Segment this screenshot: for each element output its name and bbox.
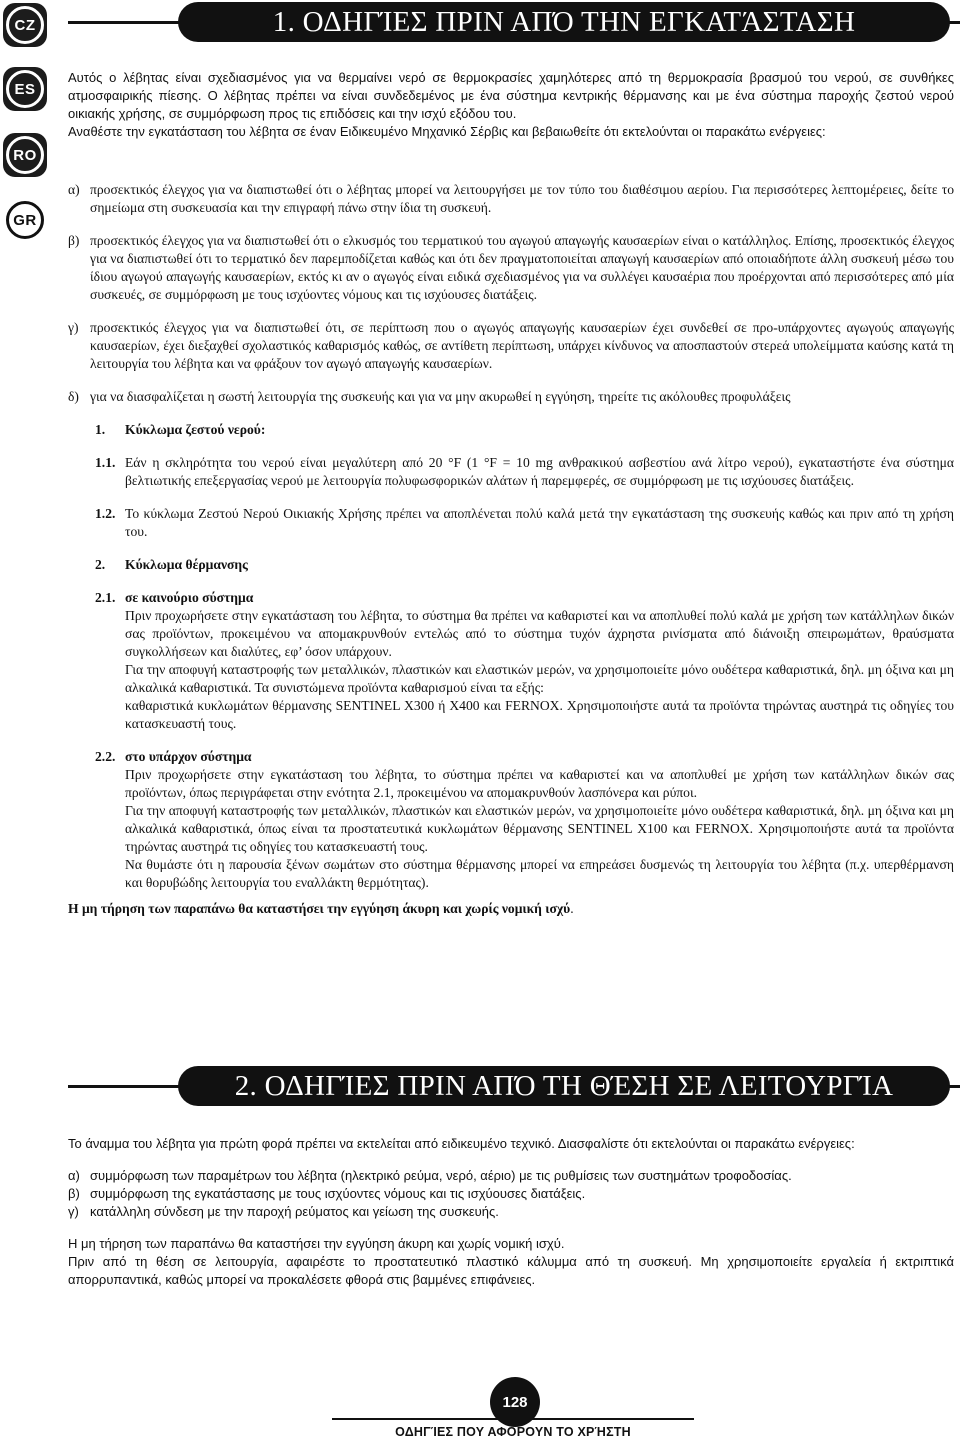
intro-paragraph-1: Αυτός ο λέβητας είναι σχεδιασμένος για να θερμαίνει νερό σε θερμοκρασίες χαμηλότερες από τη θερμοκρασία βρασμού του νερού, σε συνθήκες ατμοσφαιρικής πίεσης. Ο λέβητας πρέπει να είναι συνδεδεμένος με ένα σύστημα κεντρικής θέρμανσης και με ένα σύστημα παροχής ζεστού νερού οικιακής χρήσης, σε συμμόρφωση προς τις επιδόσεις και την ισχύ εξόδου του. [68,70,954,121]
subsection-2-heading [68,556,954,574]
language-tab-gr[interactable] [3,198,47,242]
section-1-intro [68,69,954,141]
paragraph: Για την αποφυγή καταστροφής των μεταλλικών, πλαστικών και ελαστικών μερών, να χρησιμοποιείτε μόνο ουδέτερα καθαριστικά, δηλ. μη όξινα και μη αλκαλικά καθαριστικά, όπως είναι τα προστατευτικά κυκλωμάτων θέρμανσης SENTINEL X100 και FERNOX. Χρησιμοποιήστε αυτά τα προϊόντα τηρώντας αυστηρά τις οδηγίες του κατασκευαστή τους. [125,803,954,854]
subsection-title: στο υπάρχον σύστημα [125,749,252,764]
subsection-number: 2.1. [95,590,116,605]
list-item [68,319,954,373]
list-item-label: δ) [68,389,79,404]
section-2-note-1: Η μη τήρηση των παραπάνω θα καταστήσει την εγγύηση άκυρη και χωρίς νομική ισχύ. [68,1236,565,1251]
subsection-2-2 [68,748,954,892]
footer-title: ΟΔΗΓΊΕΣ ΠΟΥ ΑΦΟΡΟΥΝ ΤΟ ΧΡΉΣΤΗ [395,1425,631,1439]
paragraph: Πριν προχωρήσετε στην εγκατάσταση του λέβητα, το σύστημα πρέπει να καθαριστεί και να αποπλυθεί με χρήση των κατάλληλων δικών σας προϊόντων, όπως περιγράφεται στην ενότητα 2.1, προκειμένου να απομακρυνθούν λασπόνερα και ρύποι. [125,767,954,800]
paragraph: Να θυμάστε ότι η παρουσία ξένων σωμάτων στο σύστημα θέρμανσης μπορεί να επηρεάσει δυσμενώς τη λειτουργία του λέβητα (π.χ. υπερθέρμανση και θορυβώδης λειτουργία του εναλλάκτη θερμότητας). [125,857,954,890]
language-tab-label: GR [13,211,37,229]
subsection-1-heading [68,421,954,439]
subsection-1-2 [68,505,954,541]
subsection-number: 1.2. [95,506,116,521]
section-1-checklist [68,181,954,918]
subsection-title: σε καινούριο σύστημα [125,590,254,605]
list-item [68,1185,954,1203]
section-2-title: 2. ΟΔΗΓΊΕΣ ΠΡΙΝ ΑΠΌ ΤΗ ΘΈΣΗ ΣΕ ΛΕΙΤΟΥΡΓΊΑ [178,1066,950,1106]
list-item-label: β) [68,233,80,248]
language-tab-ro[interactable] [3,133,47,177]
list-item [68,388,954,406]
section-2-header [68,1066,960,1106]
section-1-title: 1. ΟΔΗΓΊΕΣ ΠΡΙΝ ΑΠΌ ΤΗΝ ΕΓΚΑΤΆΣΤΑΣΗ [178,2,950,42]
list-item [68,181,954,217]
list-item-text: συμμόρφωση της εγκατάστασης με τους ισχύοντες νόμους και τις ισχύουσες διατάξεις. [90,1186,586,1201]
list-item [68,1203,954,1221]
list-item-text: προσεκτικός έλεγχος για να διαπιστωθεί ότι ο ελκυσμός του τερματικού του αγωγού απαγωγής καυσαερίων είναι ο κατάλληλος. Επίσης, προσεκτικός έλεγχος για να διαπιστωθεί ότι το τερματικό δεν παρεμποδίζεται καθώς και ότι δεν πραγματοποιείται απαγωγή καυσαερίων από οποιαδήποτε άλλη συσκευή μέσω του ίδιου αγωγού απαγωγής καυσαερίων, εκτός κι αν ο αγωγός είναι ειδικά σχεδιασμένος για να συλλέγει καυσαέρια που προέρχονται από περισσότερες από μία συσκευές, σε συμμόρφωση με τους ισχύοντες νόμους και τις ισχύουσες διατάξεις. [90,233,954,302]
section-2-note-2: Πριν από τη θέση σε λειτουργία, αφαιρέστε το προστατευτικό πλαστικό κάλυμμα από τη συσκευή. Μη χρησιμοποιείτε εργαλεία ή εκτριπτικά απορρυπαντικά, καθώς μπορεί να προκαλέσετε φθορά στις βαμμένες επιφάνειες. [68,1254,954,1287]
subsection-title: Κύκλωμα θέρμανσης [125,557,248,572]
subsection-title: Κύκλωμα ζεστού νερού: [125,422,266,437]
list-item-text: κατάλληλη σύνδεση με την παροχή ρεύματος και γείωση της συσκευής. [90,1204,499,1219]
subsection-text: Το κύκλωμα Ζεστού Νερού Οικιακής Χρήσης πρέπει να αποπλένεται πολύ καλά μετά την εγκατάσταση της συσκευής καθώς και πριν από τη χρήση του. [125,506,954,539]
language-tab-cz[interactable] [3,3,47,47]
list-item-label: α) [68,1168,80,1183]
list-item-label: β) [68,1186,80,1201]
page-number: 128 [502,1393,528,1411]
list-item-text: προσεκτικός έλεγχος για να διαπιστωθεί ότι ο λέβητας μπορεί να λειτουργήσει με τον τύπο του διαθέσιμου αερίου. Για περισσότερες λεπτομέρειες, δείτε το σημείωμα στη συσκευασία και την επιγραφή πάνω στην ίδια τη συσκευή. [90,182,954,215]
list-item-text: προσεκτικός έλεγχος για να διαπιστωθεί ότι, σε περίπτωση που ο αγωγός απαγωγής καυσαερίων έχει συνδεθεί σε προ-υπάρχοντες αγωγούς απαγωγής καυσαερίων, έχει διεξαχθεί σχολαστικός καθαρισμός καθώς, σε αντίθετη περίπτωση, υπάρχει κίνδυνος να αποσπαστούν στερεά υπολείμματα καύσης κατά τη λειτουργία του λέβητα και να φράξουν τον αγωγό απαγωγής καυσαερίων. [90,320,954,371]
subsection-2-1 [68,589,954,733]
list-item-label: γ) [68,320,79,335]
paragraph: Για την αποφυγή καταστροφής των μεταλλικών, πλαστικών και ελαστικών μερών, να χρησιμοποιείτε μόνο ουδέτερα καθαριστικά, δηλ. μη όξινα και μη αλκαλικά καθαριστικά. Τα συνιστώμενα προϊόντα καθαρισμού είναι τα εξής: [125,662,954,695]
subsection-1-1 [68,454,954,490]
paragraph: Πριν προχωρήσετε στην εγκατάσταση του λέβητα, το σύστημα θα πρέπει να καθαριστεί και να αποπλυθεί πολύ καλά με χρήση των κατάλληλων δικών σας προϊόντων, προκειμένου να απομακρυνθούν εντελώς από το σύστημα τυχόν άχρηστα ρινίσματα από διάνοιξη σπειρωμάτων, θραύσματα συγκολλήσεων και διαλύτες, εφ’ όσον υπάρχουν. [125,608,954,659]
section-2-intro: Το άναμμα του λέβητα για πρώτη φορά πρέπει να εκτελείται από ειδικευμένο τεχνικό. Διασφαλίστε ότι εκτελούνται οι παρακάτω ενέργειες: [68,1136,855,1151]
list-item [68,232,954,304]
subsection-number: 2. [95,557,106,572]
intro-paragraph-2: Αναθέστε την εγκατάσταση του λέβητα σε έναν Ειδικευμένο Μηχανικό Σέρβις και βεβαιωθείτε ότι εκτελούνται οι παρακάτω ενέργειες: [68,124,826,139]
list-item-text: για να διασφαλίζεται η σωστή λειτουργία της συσκευής και για να μην ακυρωθεί η εγγύηση, τηρείτε τις ακόλουθες προφυλάξεις [90,389,791,404]
list-item-text: συμμόρφωση των παραμέτρων του λέβητα (ηλεκτρικό ρεύμα, νερό, αέριο) με τις ρυθμίσεις των συστημάτων τροφοδοσίας. [90,1168,792,1183]
language-tab-label: CZ [14,16,36,34]
subsection-number: 1. [95,422,106,437]
warranty-warning-text: Η μη τήρηση των παραπάνω θα καταστήσει την εγγύηση άκυρη και χωρίς νομική ισχύ [68,901,571,916]
subsection-text: Εάν η σκληρότητα του νερού είναι μεγαλύτερη από 20 °F (1 °F = 10 mg ανθρακικού ασβεστίου ανά λίτρο νερού), εγκαταστήστε ένα σύστημα βελτιωτικής επεξεργασίας νερού με λειτουργία πολυφωσφορικών αλάτων ή παρεμφερές, σε συμμόρφωση με τις ισχύουσες διατάξεις. [125,455,954,488]
footer-rule [332,1418,694,1420]
warranty-warning [68,900,954,918]
section-2-content [68,1135,954,1289]
list-item-label: γ) [68,1204,79,1219]
language-tab-label: ES [14,80,36,98]
language-tab-es[interactable] [3,67,47,111]
list-item-label: α) [68,182,80,197]
section-1-header [68,2,960,42]
subsection-number: 2.2. [95,749,116,764]
subsection-number: 1.1. [95,455,116,470]
language-tab-label: RO [13,146,37,164]
warranty-warning-period: . [570,901,574,916]
paragraph: καθαριστικά κυκλωμάτων θέρμανσης SENTINEL X300 ή X400 και FERNOX. Χρησιμοποιήστε αυτά τα προϊόντα τηρώντας αυστηρά τις οδηγίες του κατασκευαστή τους. [125,698,954,731]
list-item [68,1167,954,1185]
